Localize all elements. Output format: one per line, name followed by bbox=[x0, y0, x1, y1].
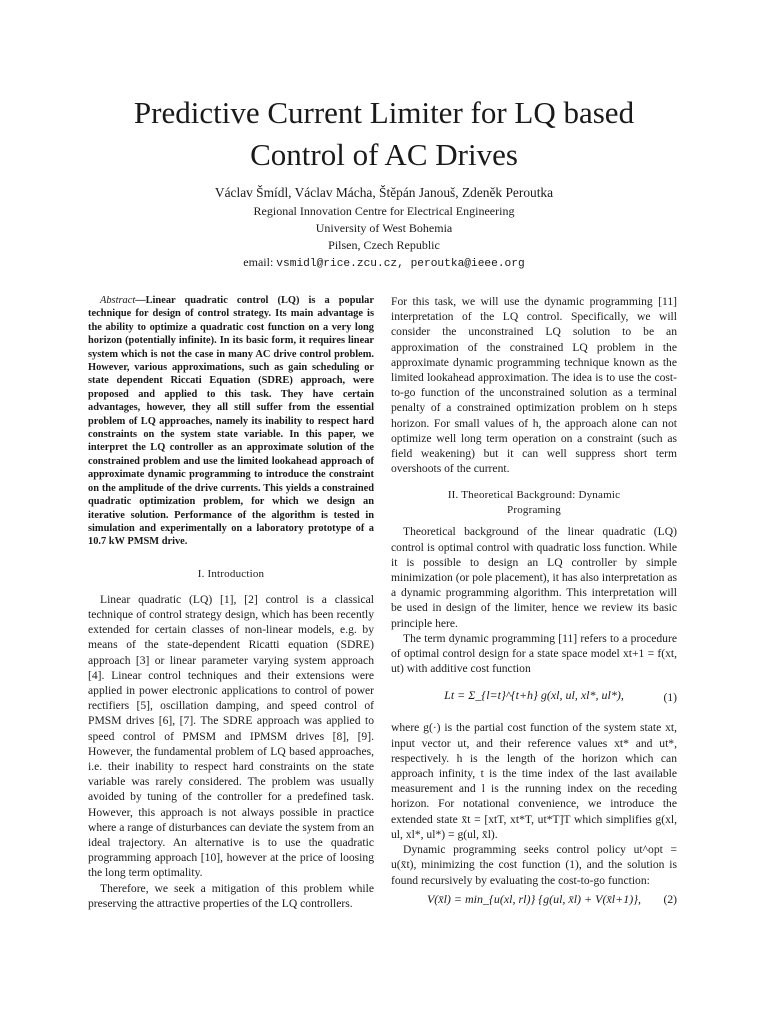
intro-paragraph-2: Therefore, we seek a mitigation of this problem while preserving the attractive properties of the LQ controllers. bbox=[88, 881, 374, 910]
affiliation-line: Regional Innovation Centre for Electrical Engineering bbox=[253, 204, 515, 218]
intro-paragraph-1: Linear quadratic (LQ) [1], [2] control is a classical technique of control strategy design, which has been recently extended for certain classes of non-linear models, e.g. by means of the state-dependent Ricatti equation (SDRE) approach [3] or linear parameter varying system approach [4]. Linear control techniques and their extensions were applied in power electronic applications to control of power rectifiers [5], oscillation damping, and speed control of PMSM drives [6], [7]. The SDRE approach was applied to speed control of PMSM and IPMSM drives [8], [9]. However, the fundamental problem of LQ based approaches, i.e. their inability to respect hard constraints on the state variable was rarely considered. The problem was usually avoided by tuning of the controller for a predefined task. However, this approach is not always possible in practice where a range of disturbances can deviate the system from an ideal trajectory. An alternative is to use the quadratic programming approach [10], however at the price of loosing the long term optimality. bbox=[88, 592, 374, 880]
abstract-label: Abstract bbox=[100, 295, 136, 306]
background-paragraph-2: The term dynamic programming [11] refers to a procedure of optimal control design for a state space model xt+1 = f(xt, ut) with additive cost function bbox=[391, 631, 677, 676]
equation-2-body: V(x̄l) = min_{u(xl, rl)} {g(ul, x̄l) + V(x̄l+1)}, bbox=[426, 891, 642, 906]
author-list: Václav Šmídl, Václav Mácha, Štěpán Janouš, Zdeněk Peroutka bbox=[214, 185, 554, 200]
background-paragraph-1: Theoretical background of the linear quadratic (LQ) control is optimal control with quadratic loss function. While it is possible to design an LQ controller by simple minimization (or pole placement), it has also interpretation as a dynamic programming algorithm. This interpretation will be used in design of the limiter, hence we review its basic principle here. bbox=[391, 525, 677, 630]
affiliation-line: Pilsen, Czech Republic bbox=[328, 238, 440, 252]
title-line-1: Predictive Current Limiter for LQ based bbox=[133, 95, 635, 130]
paper-title bbox=[0, 92, 768, 176]
email-label: email: bbox=[243, 255, 274, 269]
affiliation-block bbox=[0, 203, 768, 271]
section-heading-introduction: I. Introduction bbox=[197, 567, 265, 580]
equation-1-body: Lt = Σ_{l=t}^{t+h} g(xl, ul, xl*, ul*), bbox=[444, 688, 624, 703]
equation-1-number: (1) bbox=[663, 691, 677, 705]
email-line bbox=[0, 254, 768, 271]
background-paragraph-3: where g(·) is the partial cost function of the system state xt, input vector ut, and their reference values xt* and ut*, respectively. h is the length of the horizon which can approach infinity, t is the time index of the last available measurement and l is the running index on the receding horizon. For notational convenience, we introduce the extended state x̄t = [xtT, xt*T, ut*T]T which simplifies g(xl, ul, xl*, ul*) = g(ul, x̄l). bbox=[391, 721, 677, 841]
section-heading-line: II. Theoretical Background: Dynamic bbox=[447, 489, 621, 502]
left-column bbox=[88, 294, 374, 911]
email-addresses: vsmidl@rice.zcu.cz, peroutka@ieee.org bbox=[276, 258, 525, 270]
equation-2 bbox=[391, 890, 677, 912]
title-line-2: Control of AC Drives bbox=[250, 137, 518, 172]
section-heading-theoretical-background bbox=[391, 488, 677, 518]
continued-paragraph: For this task, we will use the dynamic programming [11] interpretation of the LQ control. Specifically, we will consider the unconstrained LQ solution to be an approximation of the constrained LQ problem in the approximate dynamic programming technique known as the limited lookahead approximation. The idea is to use the cost-to-go function of the unconstrained solution as a terminal penalty of a constrained optimization problem on h steps horizon. For small values of h, the approach alone can not optimize well long term operation on a constraint (such as field weakening) but it can well suppress short term overshoots of the current. bbox=[391, 295, 677, 476]
abstract bbox=[88, 294, 374, 549]
right-column bbox=[391, 294, 677, 914]
equation-2-number: (2) bbox=[663, 892, 677, 906]
section-heading-line: Programing bbox=[507, 504, 561, 517]
affiliation-line: University of West Bohemia bbox=[315, 221, 453, 235]
background-paragraph-4: Dynamic programming seeks control policy ut^opt = u(x̄t), minimizing the cost function (1), and the solution is found recursively by evaluating the cost-to-go function: bbox=[391, 843, 677, 887]
abstract-text: —Linear quadratic control (LQ) is a popular technique for design of control strategy. Its main advantage is the ability to optimize a quadratic cost function on a very long horizon (potentially infinite). In its basic form, it requires linear system which is not the case in many AC drive control problem. However, various approximations, such as gain scheduling or state dependent Riccati Equation (SDRE) approach, were proposed and applied to this task. They have certain advantages, however, they all still suffer from the essential problem of LQ approaches, namely its inability to respect hard constraints on the system state variable. In this paper, we interpret the LQ controller as an approximate solution of the constrained problem and use the limited lookahead approach of approximate dynamic programming to introduce the constraint on the amplitude of the drive currents. This yields a constrained quadratic optimization problem, for which we design an iterative solution. Performance of the algorithm is tested in simulation and experimentally on a laboratory prototype of a 10.7 kW PMSM drive. bbox=[88, 295, 374, 548]
equation-1 bbox=[391, 678, 677, 718]
